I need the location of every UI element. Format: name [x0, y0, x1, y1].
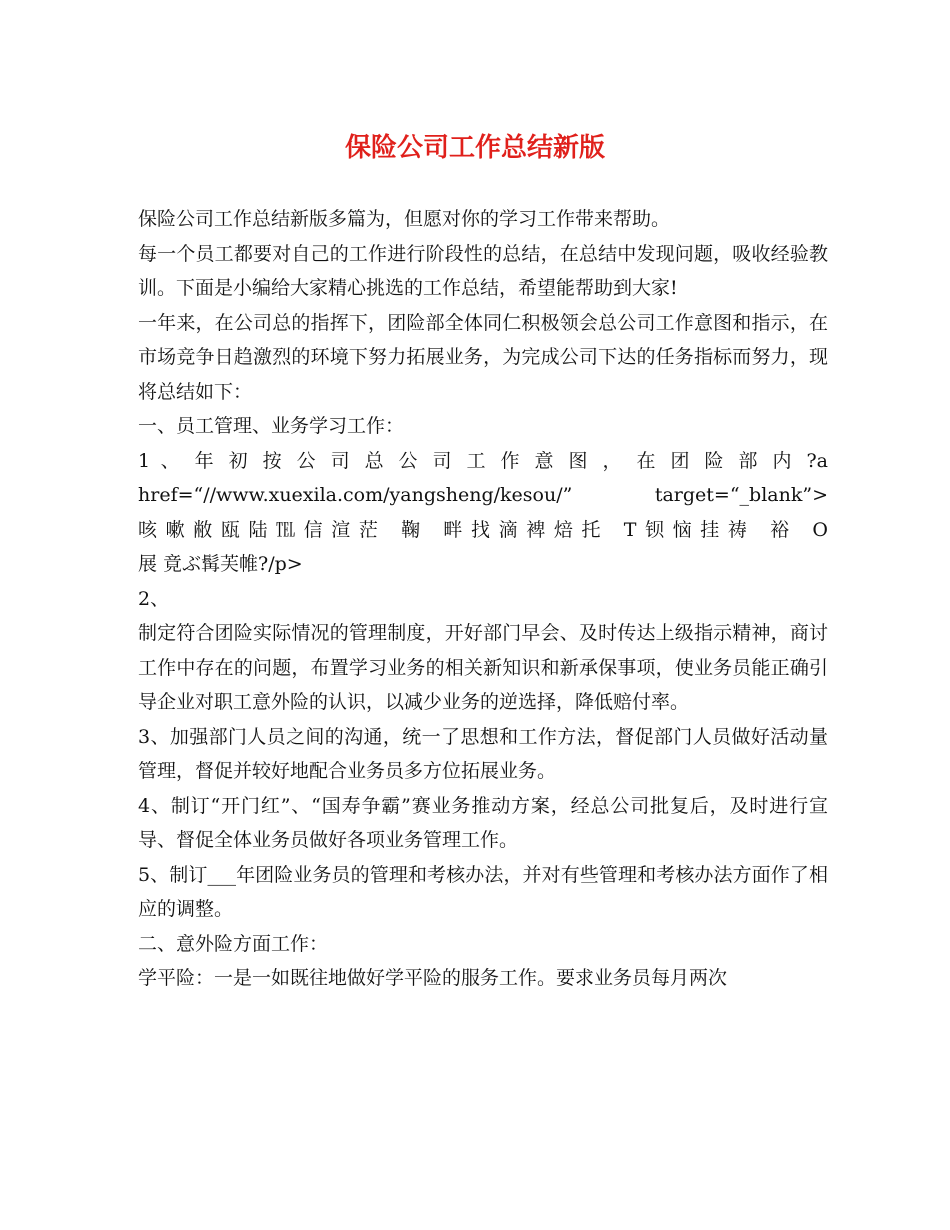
- paragraph-student-insurance: 学平险：一是一如既往地做好学平险的服务工作。要求业务员每月两次: [138, 967, 728, 989]
- paragraph-item-1-line-4: 展 竟ぶ髯芙帷?/p>: [138, 553, 303, 575]
- paragraph-purpose: 每一个员工都要对自己的工作进行阶段性的总结，在总结中发现问题，吸收经验教训。下面是小编给大家精心挑选的工作总结，希望能帮助到大家!: [138, 242, 828, 299]
- paragraph-item-1-line-2: href=“//www.xuexila.com/yangsheng/kesou/” target=“_blank”>: [138, 484, 828, 506]
- section-heading-accident: 二、意外险方面工作：: [138, 932, 329, 955]
- paragraph-item-5: 5、制订___年团险业务员的管理和考核办法，并对有些管理和考核办法方面作了相应的调整。: [138, 863, 828, 920]
- section-heading-staff: 一、员工管理、业务学习工作：: [138, 415, 405, 437]
- document-title: 保险公司工作总结新版: [344, 133, 605, 163]
- paragraph-item-1-line-1: 1 、 年 初 按 公 司 总 公 司 工 作 意 图 ， 在 团 险 部 内 ?a: [138, 449, 828, 472]
- paragraph-item-4: 4、制订“开门红”、“国寿争霸”赛业务推动方案，经总公司批复后，及时进行宣导、督促全体业务员做好各项业务管理工作。: [138, 794, 828, 851]
- paragraph-item-1-line-3: 咳嗽敝瓯陆℡信渲茫 鞠 畔找滴裨焙托 T钡恼挂祷 裕 O: [138, 518, 828, 541]
- document-body: [138, 202, 828, 996]
- paragraph-item-3: 3、加强部门人员之间的沟通，统一了思想和工作方法，督促部门人员做好活动量管理，督促并较好地配合业务员多方位拓展业务。: [138, 725, 828, 782]
- paragraph-item-2: 制定符合团险实际情况的管理制度，开好部门早会、及时传达上级指示精神，商讨工作中存在的问题，布置学习业务的相关新知识和新承保事项，使业务员能正确引导企业对职工意外险的认识，以减少业务的逆选择，降低赔付率。: [138, 622, 828, 713]
- paragraph-overview: 一年来，在公司总的指挥下，团险部全体同仁积极领会总公司工作意图和指示，在市场竞争日趋激烈的环境下努力拓展业务，为完成公司下达的任务指标而努力，现将总结如下：: [138, 311, 828, 403]
- paragraph-item-2-number: 2、: [138, 587, 170, 610]
- paragraph-intro: 保险公司工作总结新版多篇为，但愿对你的学习工作带来帮助。: [138, 208, 671, 230]
